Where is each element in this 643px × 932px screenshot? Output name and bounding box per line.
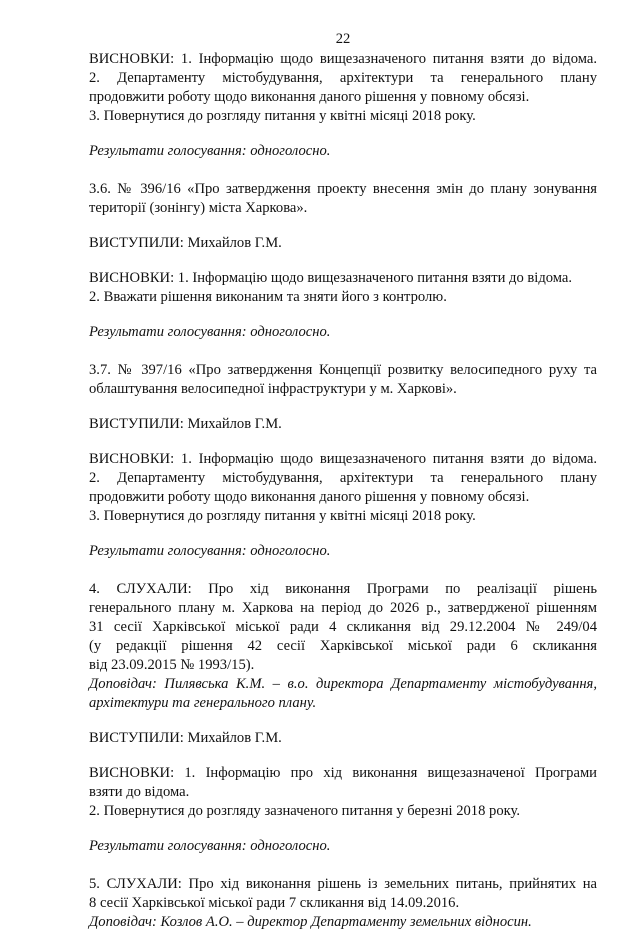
- text-line: продовжити роботу щодо виконання даного рішення у повному обсязі.: [89, 89, 530, 105]
- text-line: 2. Департаменту містобудування, архітектури та генерального плану: [89, 470, 597, 486]
- text-line: Результати голосування: одноголосно.: [89, 324, 331, 340]
- conclusions-block: [89, 764, 597, 821]
- text-line: ВИСНОВКИ: 1. Інформацію щодо вищезазначеного питання взяти до відома.: [89, 270, 573, 286]
- agenda-item-5: [89, 875, 597, 913]
- speakers-block: [89, 415, 597, 434]
- text-line: 3.6. № 396/16 «Про затвердження проекту внесення змін до плану зонування: [89, 181, 597, 197]
- speakers-block: [89, 234, 597, 253]
- text-line: Доповідач: Пилявська К.М. – в.о. директора Департаменту містобудування,: [89, 676, 597, 692]
- text-line: Результати голосування: одноголосно.: [89, 543, 331, 559]
- voting-result: [89, 837, 597, 856]
- text-line: ВИСНОВКИ: 1. Інформацію щодо вищезазначеного питання взяти до відома.: [89, 451, 597, 467]
- rapporteur-block: [89, 675, 597, 713]
- text-line: ВИСНОВКИ: 1. Інформацію про хід виконання вищезазначеної Програми: [89, 765, 597, 781]
- text-line: 2. Департаменту містобудування, архітектури та генерального плану: [89, 70, 597, 86]
- page-number: 22: [335, 31, 351, 47]
- conclusions-block: [89, 450, 597, 526]
- text-line: 2. Вважати рішення виконаним та зняти його з контролю.: [89, 289, 447, 305]
- text-line: 3. Повернутися до розгляду питання у квітні місяці 2018 року.: [89, 508, 476, 524]
- text-line: від 23.09.2015 № 1993/15).: [89, 657, 255, 673]
- text-line: ВИСТУПИЛИ: Михайлов Г.М.: [89, 416, 282, 432]
- agenda-item-3-7: [89, 361, 597, 399]
- text-line: території (зонінгу) міста Харкова».: [89, 200, 308, 216]
- text-line: 8 сесії Харківської міської ради 7 скликання від 14.09.2016.: [89, 895, 460, 911]
- text-line: ВИСНОВКИ: 1. Інформацію щодо вищезазначеного питання взяти до відома.: [89, 51, 597, 67]
- text-line: 5. СЛУХАЛИ: Про хід виконання рішень із земельних питань, прийнятих на: [89, 876, 597, 892]
- text-line: 3.7. № 397/16 «Про затвердження Концепції розвитку велосипедного руху та: [89, 362, 597, 378]
- text-line: 4. СЛУХАЛИ: Про хід виконання Програми по реалізації рішень: [89, 581, 597, 597]
- text-line: взяти до відома.: [89, 784, 190, 800]
- rapporteur-block: [89, 913, 597, 932]
- text-line: (у редакції рішення 42 сесії Харківської міської ради 6 скликання: [89, 638, 597, 654]
- voting-result: [89, 323, 597, 342]
- text-line: архітектури та генерального плану.: [89, 695, 317, 711]
- text-line: 2. Повернутися до розгляду зазначеного питання у березні 2018 року.: [89, 803, 520, 819]
- agenda-item-4: [89, 580, 597, 675]
- voting-result: [89, 142, 597, 161]
- conclusions-block: [89, 50, 597, 126]
- text-line: ВИСТУПИЛИ: Михайлов Г.М.: [89, 235, 282, 251]
- speakers-block: [89, 729, 597, 748]
- text-line: 31 сесії Харківської міської ради 4 скликання від 29.12.2004 № 249/04: [89, 619, 597, 635]
- text-line: Доповідач: Козлов А.О. – директор Департаменту земельних відносин.: [89, 914, 532, 930]
- agenda-item-3-6: [89, 180, 597, 218]
- text-line: Результати голосування: одноголосно.: [89, 838, 331, 854]
- text-line: 3. Повернутися до розгляду питання у квітні місяці 2018 року.: [89, 108, 476, 124]
- text-line: продовжити роботу щодо виконання даного рішення у повному обсязі.: [89, 489, 530, 505]
- voting-result: [89, 542, 597, 561]
- conclusions-block: [89, 269, 597, 307]
- text-line: Результати голосування: одноголосно.: [89, 143, 331, 159]
- text-line: ВИСТУПИЛИ: Михайлов Г.М.: [89, 730, 282, 746]
- text-line: облаштування велосипедної інфраструктури у м. Харкові».: [89, 381, 457, 397]
- document-page: [89, 30, 597, 932]
- text-line: генерального плану м. Харкова на період до 2026 р., затвердженої рішенням: [89, 600, 597, 616]
